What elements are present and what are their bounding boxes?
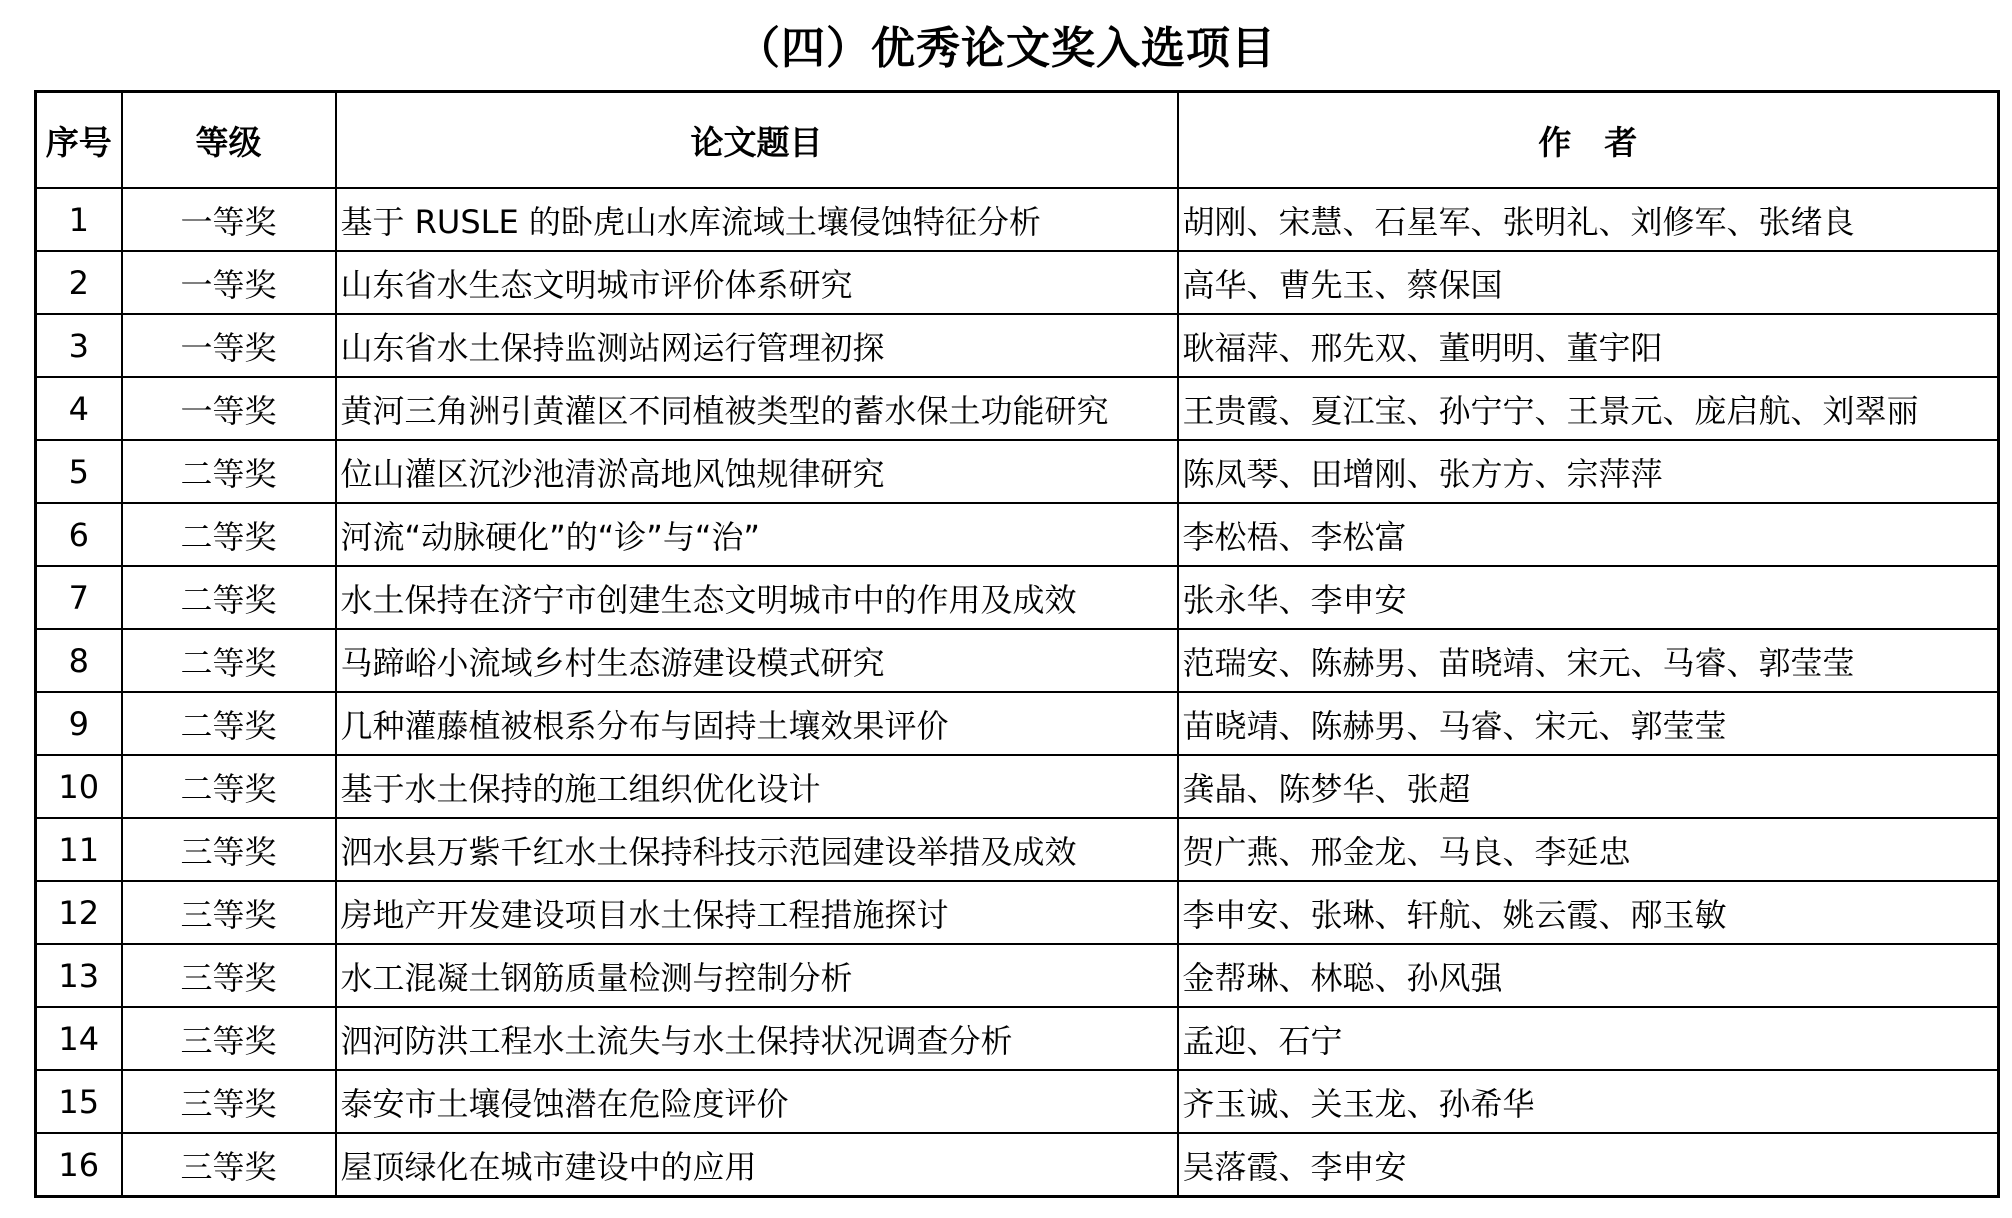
row-number: 4 — [36, 377, 122, 440]
table-row — [36, 440, 1999, 503]
table-row — [36, 503, 1999, 566]
row-number: 14 — [36, 1007, 122, 1070]
row-number: 12 — [36, 881, 122, 944]
row-number: 16 — [36, 1133, 122, 1197]
table-row — [36, 1007, 1999, 1070]
row-grade: 三等奖 — [122, 944, 336, 1007]
row-paper-title: 几种灌藤植被根系分布与固持土壤效果评价 — [336, 692, 1178, 755]
row-grade: 二等奖 — [122, 629, 336, 692]
row-grade: 二等奖 — [122, 566, 336, 629]
row-grade: 三等奖 — [122, 881, 336, 944]
row-grade: 三等奖 — [122, 1133, 336, 1197]
page-title: （四）优秀论文奖入选项目 — [736, 23, 1276, 74]
header-no: 序号 — [36, 92, 122, 189]
row-authors: 吴落霞、李申安 — [1178, 1133, 1999, 1197]
table-row — [36, 251, 1999, 314]
row-grade: 一等奖 — [122, 188, 336, 251]
row-paper-title: 水工混凝土钢筋质量检测与控制分析 — [336, 944, 1178, 1007]
header-grade: 等级 — [122, 92, 336, 189]
row-number: 6 — [36, 503, 122, 566]
table-row — [36, 755, 1999, 818]
row-authors: 李申安、张琳、轩航、姚云霞、邴玉敏 — [1178, 881, 1999, 944]
header-author: 作 者 — [1178, 92, 1999, 189]
row-number: 9 — [36, 692, 122, 755]
row-paper-title: 基于水土保持的施工组织优化设计 — [336, 755, 1178, 818]
row-authors: 齐玉诚、关玉龙、孙希华 — [1178, 1070, 1999, 1133]
row-number: 15 — [36, 1070, 122, 1133]
row-paper-title: 房地产开发建设项目水土保持工程措施探讨 — [336, 881, 1178, 944]
row-authors: 贺广燕、邢金龙、马良、李延忠 — [1178, 818, 1999, 881]
table-row — [36, 566, 1999, 629]
row-number: 1 — [36, 188, 122, 251]
row-number: 7 — [36, 566, 122, 629]
table-body — [36, 188, 1999, 1197]
row-grade: 一等奖 — [122, 251, 336, 314]
row-number: 11 — [36, 818, 122, 881]
row-number: 10 — [36, 755, 122, 818]
row-authors: 孟迎、石宁 — [1178, 1007, 1999, 1070]
header-paper-title: 论文题目 — [336, 92, 1178, 189]
row-paper-title: 泗河防洪工程水土流失与水土保持状况调查分析 — [336, 1007, 1178, 1070]
row-authors: 范瑞安、陈赫男、苗晓靖、宋元、马睿、郭莹莹 — [1178, 629, 1999, 692]
table-row — [36, 1070, 1999, 1133]
row-authors: 陈凤琴、田增刚、张方方、宗萍萍 — [1178, 440, 1999, 503]
table-row — [36, 692, 1999, 755]
row-authors: 胡刚、宋慧、石星军、张明礼、刘修军、张绪良 — [1178, 188, 1999, 251]
row-authors: 李松梧、李松富 — [1178, 503, 1999, 566]
row-authors: 耿福萍、邢先双、董明明、董宇阳 — [1178, 314, 1999, 377]
row-grade: 二等奖 — [122, 755, 336, 818]
row-number: 5 — [36, 440, 122, 503]
table-row — [36, 881, 1999, 944]
row-paper-title: 山东省水生态文明城市评价体系研究 — [336, 251, 1178, 314]
header-row — [36, 92, 1999, 189]
row-paper-title: 基于 RUSLE 的卧虎山水库流域土壤侵蚀特征分析 — [336, 188, 1178, 251]
row-paper-title: 水土保持在济宁市创建生态文明城市中的作用及成效 — [336, 566, 1178, 629]
table-row — [36, 188, 1999, 251]
row-authors: 龚晶、陈梦华、张超 — [1178, 755, 1999, 818]
row-grade: 三等奖 — [122, 1070, 336, 1133]
row-grade: 二等奖 — [122, 692, 336, 755]
row-paper-title: 泰安市土壤侵蚀潜在危险度评价 — [336, 1070, 1178, 1133]
row-grade: 三等奖 — [122, 818, 336, 881]
row-number: 13 — [36, 944, 122, 1007]
row-grade: 一等奖 — [122, 314, 336, 377]
table-row — [36, 1133, 1999, 1197]
row-authors: 王贵霞、夏江宝、孙宁宁、王景元、庞启航、刘翠丽 — [1178, 377, 1999, 440]
table-row — [36, 377, 1999, 440]
row-paper-title: 屋顶绿化在城市建设中的应用 — [336, 1133, 1178, 1197]
awards-table — [34, 90, 2000, 1198]
row-paper-title: 河流“动脉硬化”的“诊”与“治” — [336, 503, 1178, 566]
row-authors: 张永华、李申安 — [1178, 566, 1999, 629]
row-paper-title: 泗水县万紫千红水土保持科技示范园建设举措及成效 — [336, 818, 1178, 881]
table-row — [36, 629, 1999, 692]
table-row — [36, 944, 1999, 1007]
row-paper-title: 山东省水土保持监测站网运行管理初探 — [336, 314, 1178, 377]
row-grade: 二等奖 — [122, 440, 336, 503]
row-paper-title: 黄河三角洲引黄灌区不同植被类型的蓄水保土功能研究 — [336, 377, 1178, 440]
row-grade: 三等奖 — [122, 1007, 336, 1070]
row-number: 3 — [36, 314, 122, 377]
row-grade: 一等奖 — [122, 377, 336, 440]
row-paper-title: 马蹄峪小流域乡村生态游建设模式研究 — [336, 629, 1178, 692]
table-row — [36, 314, 1999, 377]
row-paper-title: 位山灌区沉沙池清淤高地风蚀规律研究 — [336, 440, 1178, 503]
table-row — [36, 818, 1999, 881]
row-number: 2 — [36, 251, 122, 314]
row-grade: 二等奖 — [122, 503, 336, 566]
row-authors: 苗晓靖、陈赫男、马睿、宋元、郭莹莹 — [1178, 692, 1999, 755]
row-number: 8 — [36, 629, 122, 692]
row-authors: 高华、曹先玉、蔡保国 — [1178, 251, 1999, 314]
row-authors: 金帮琳、林聪、孙风强 — [1178, 944, 1999, 1007]
